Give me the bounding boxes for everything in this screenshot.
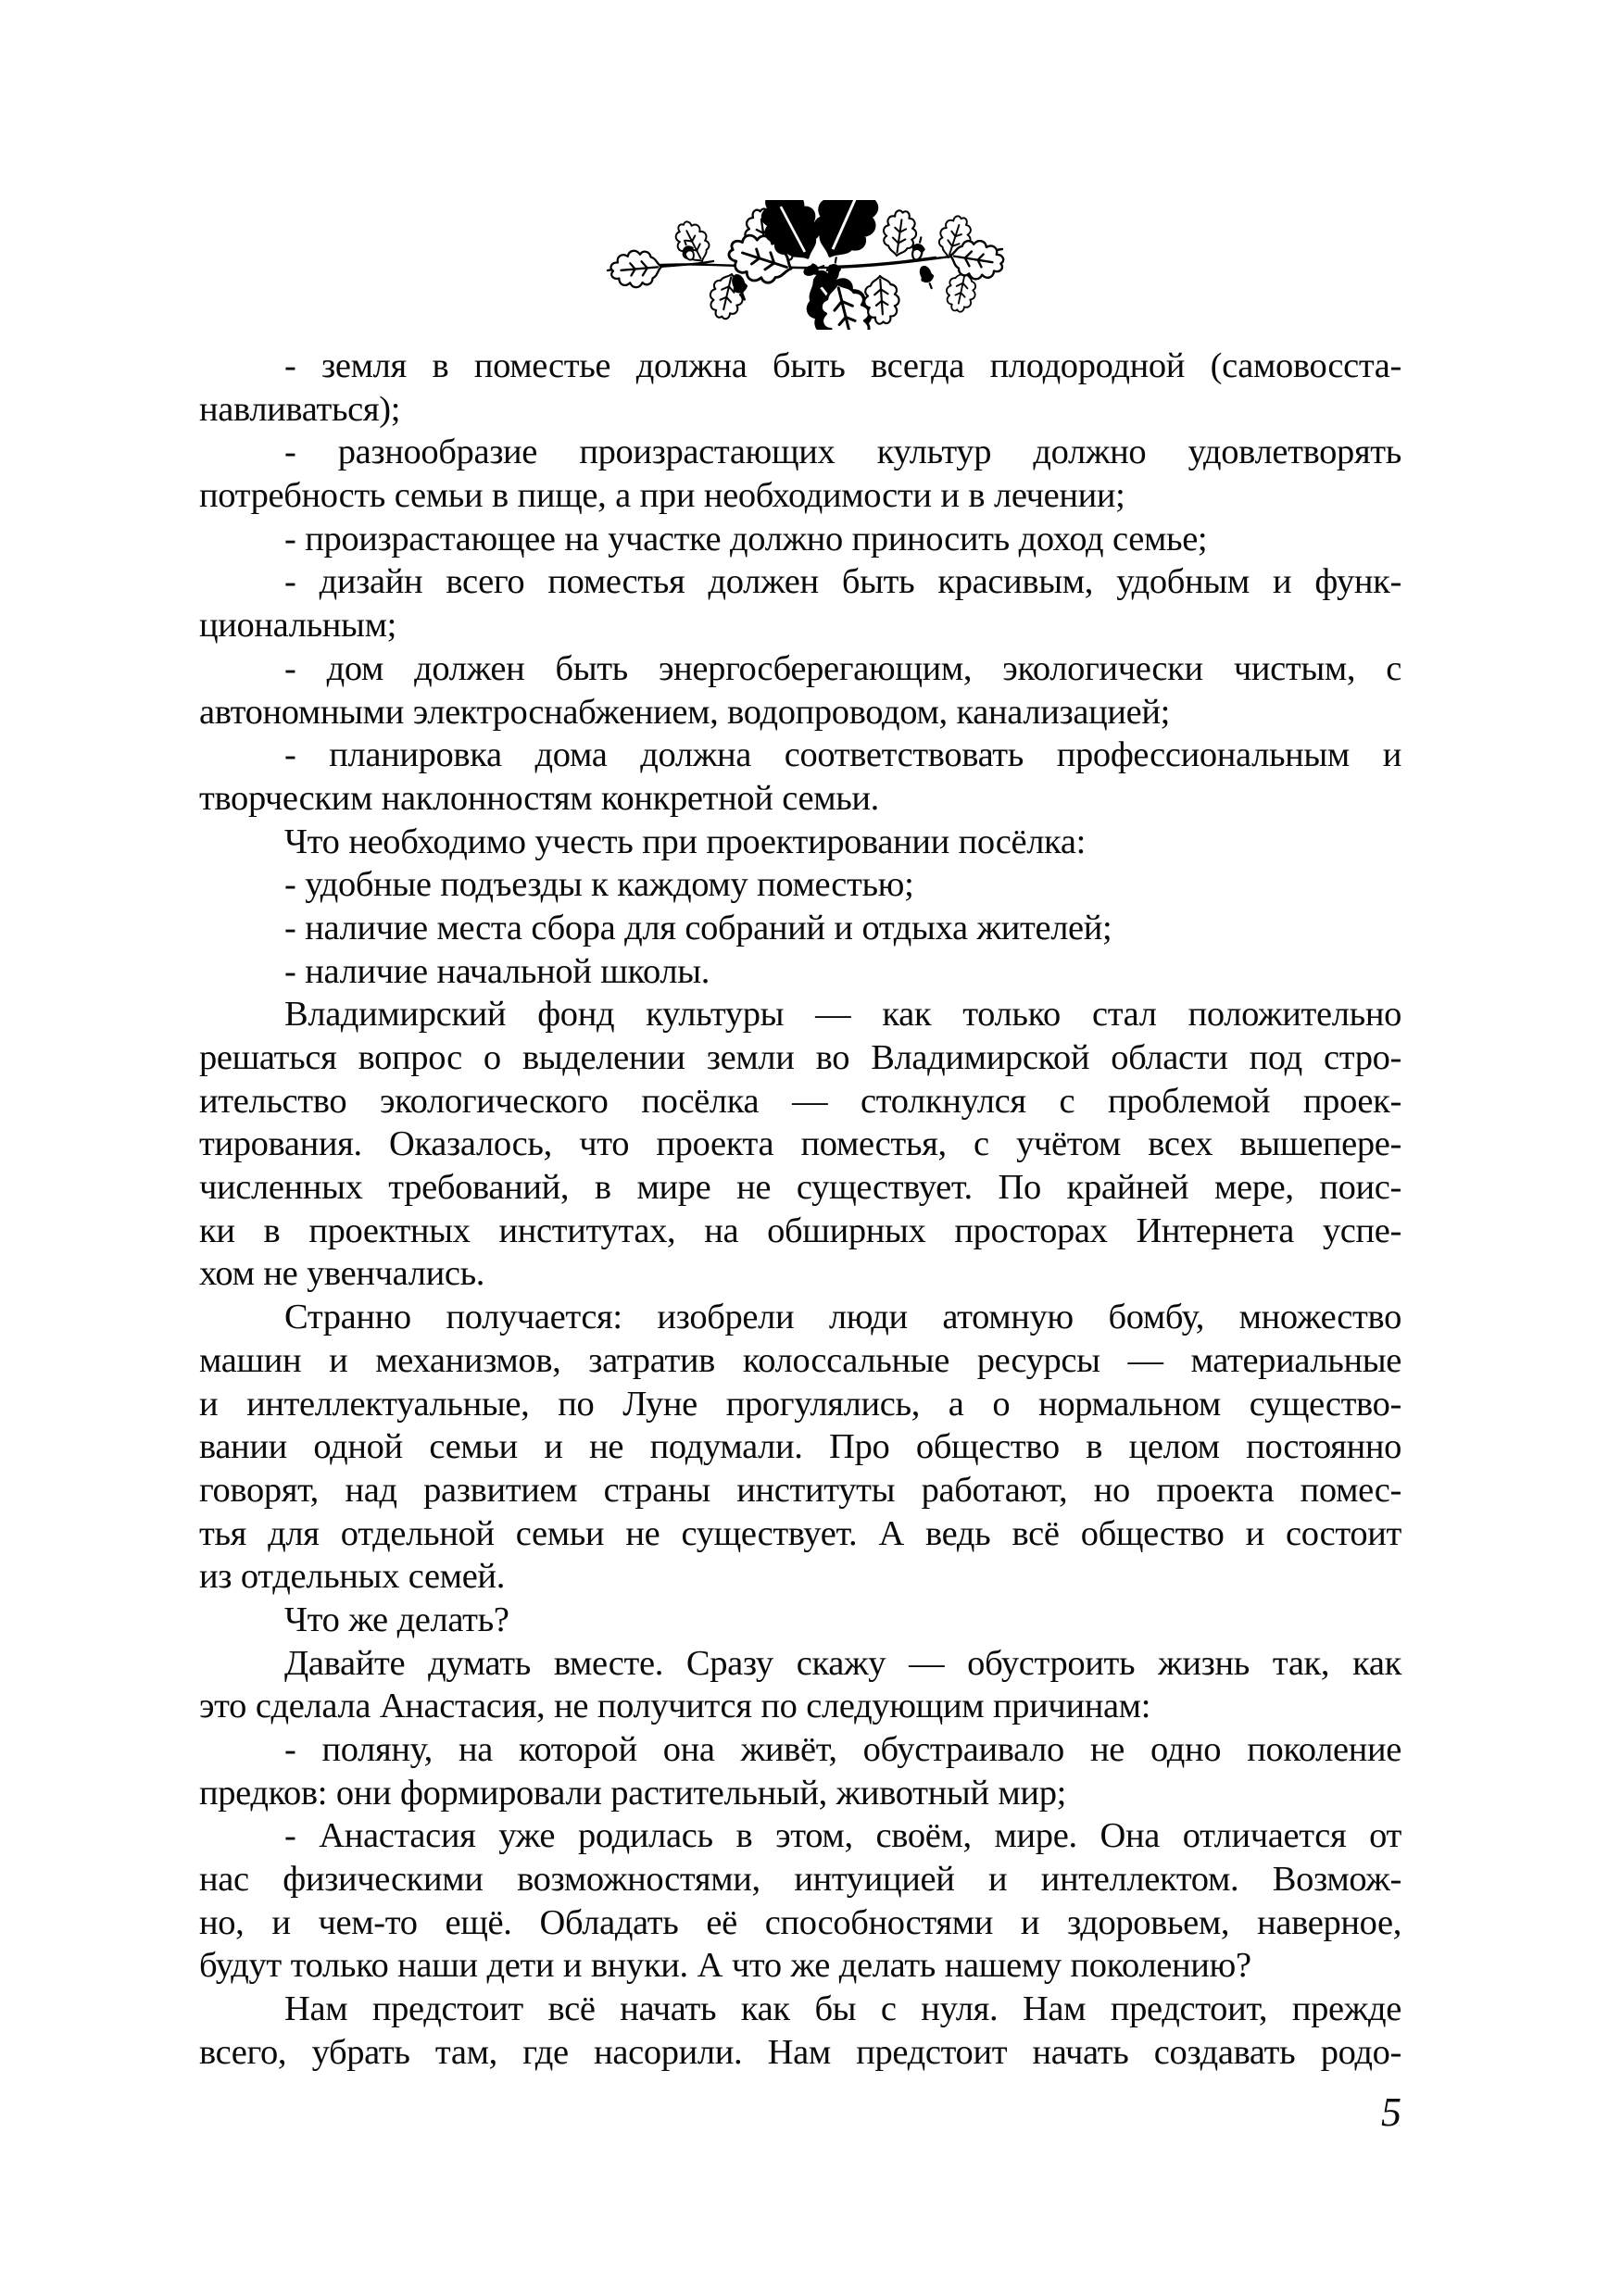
text-line: Давайте думать вместе. Сразу скажу — обустроить жизнь так, как	[284, 1643, 1401, 1683]
text-line: Что необходимо учесть при проектировании посёлка:	[284, 822, 1086, 861]
text-line: численных требований, в мире не существует. По крайней мере, поис-	[199, 1168, 1401, 1208]
text-line: - поляну, на которой она живёт, обустраивало не одно поколение	[284, 1730, 1401, 1769]
text-line: ительство экологического посёлка — столкнулся с проблемой проек-	[199, 1081, 1401, 1121]
text-line: Владимирский фонд культуры — как только стал положительно	[284, 995, 1401, 1035]
text-line: нас физическими возможностями, интуицией и интеллектом. Возмож-	[199, 1860, 1401, 1900]
text-line: - произрастающее на участке должно приносить доход семье;	[284, 519, 1208, 558]
text-line: предков: они формировали растительный, животный мир;	[199, 1773, 1066, 1813]
oak-garland-ornament-icon	[602, 200, 1006, 330]
text-line: Что же делать?	[284, 1600, 509, 1639]
text-line: тирования. Оказалось, что проекта поместья, с учётом всех вышепере-	[199, 1124, 1401, 1164]
text-line: говорят, над развитием страны институты работают, но проекта помес-	[199, 1470, 1401, 1510]
text-line: - дизайн всего поместья должен быть красивым, удобным и функ-	[284, 562, 1401, 602]
text-line: но, и чем-то ещё. Обладать её способностями и здоровьем, наверное,	[199, 1902, 1401, 1942]
text-line: Странно получается: изобрели люди атомную бомбу, множество	[284, 1298, 1401, 1337]
text-line: - планировка дома должна соответствовать профессиональным и	[284, 735, 1401, 775]
text-line: всего, убрать там, где насорили. Нам предстоит начать создавать родо-	[199, 2032, 1401, 2072]
text-line: это сделала Анастасия, не получится по следующим причинам:	[199, 1687, 1151, 1726]
text-line: - наличие начальной школы.	[284, 951, 710, 991]
text-line: и интеллектуальные, по Луне прогулялись, а о нормальном существо-	[199, 1384, 1401, 1424]
text-line: из отдельных семей.	[199, 1557, 505, 1597]
text-line: - земля в поместье должна быть всегда плодородной (самовосста-	[284, 346, 1401, 385]
text-line: ки в проектных институтах, на обширных просторах Интернета успе-	[199, 1211, 1401, 1250]
text-line: автономными электроснабжением, водопроводом, канализацией;	[199, 692, 1170, 732]
text-line: - удобные подъезды к каждому поместью;	[284, 865, 914, 905]
text-line: будут только наши дети и внуки. А что же делать нашему поколению?	[199, 1946, 1251, 1986]
text-line: вании одной семьи и не подумали. Про общество в целом постоянно	[199, 1427, 1401, 1467]
body-text	[199, 345, 1401, 2075]
text-line: машин и механизмов, затратив колоссальные ресурсы — материальные	[199, 1340, 1401, 1380]
text-line: - наличие места сбора для собраний и отдыха жителей;	[284, 908, 1112, 947]
text-line: потребность семьи в пище, а при необходимости и в лечении;	[199, 476, 1125, 516]
page-number: 5	[1381, 2089, 1401, 2135]
text-line: хом не увенчались.	[199, 1254, 485, 1294]
text-line: - Анастасия уже родилась в этом, своём, мире. Она отличается от	[284, 1816, 1401, 1856]
text-line: творческим наклонностям конкретной семьи.	[199, 778, 879, 818]
text-line: навливаться);	[199, 389, 401, 429]
text-line: Нам предстоит всё начать как бы с нуля. Нам предстоит, прежде	[284, 1989, 1401, 2029]
text-line: решаться вопрос о выделении земли во Владимирской области под стро-	[199, 1038, 1401, 1077]
text-line: - дом должен быть энергосберегающим, экологически чистым, с	[284, 648, 1401, 688]
text-line: тья для отдельной семьи не существует. А ведь всё общество и состоит	[199, 1513, 1401, 1553]
text-line: циональным;	[199, 606, 396, 646]
text-line: - разнообразие произрастающих культур должно удовлетворять	[284, 433, 1401, 472]
